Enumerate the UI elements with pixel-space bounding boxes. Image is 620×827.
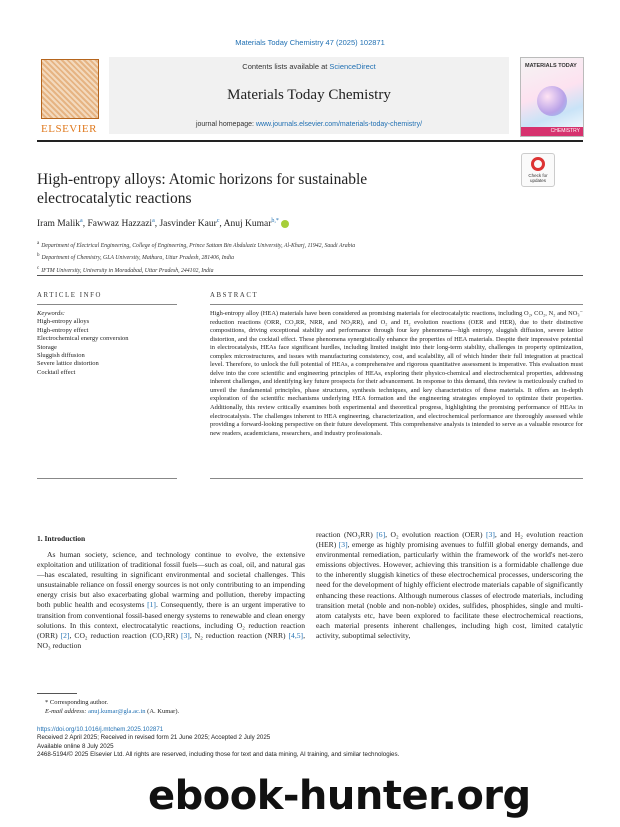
keywords-label: Keywords: (37, 310, 65, 317)
watermark: ebook-hunter.org (148, 773, 531, 819)
keyword-item: Cocktail effect (37, 368, 76, 376)
introduction-right-column (316, 530, 583, 641)
orcid-icon[interactable] (281, 220, 289, 228)
paragraph-text: , N₂ reduction reaction (NRR) (189, 630, 289, 640)
author-affiliation-mark[interactable]: a (80, 218, 83, 224)
check-updates-icon (531, 157, 545, 171)
paragraph-text: , emerge as highly promising avenues to fulfill global energy demands, and environmental remediation, particularly within the framework of the world's net-zero emissions objectives. However, achieving this transition is a formidable challenge due to the inherently sluggish kinetics of these electrochemical processes, underscoring the need for the development of highly efficient electrode materials capable of significantly enhancing these reactions. Although numerous classes of electrode materials, including transition metal (noble and non-noble) oxides, sulfides, phosphides, single and multi-atom catalysts etc, have been explored to facilitate these electrochemical reactions, each material presents inherent challenges, including high cost, limited catalytic activity, suboptimal selectivity, (316, 540, 583, 640)
contents-line (109, 62, 509, 71)
keyword-item: Sluggish diffusion (37, 352, 85, 360)
available-online: Available online 8 July 2025 (37, 742, 114, 750)
email-label: E-mail address: (45, 708, 89, 715)
cover-illustration (537, 86, 567, 116)
paragraph-text: , and H₂ evolution reaction (HER) (316, 530, 583, 550)
paragraph-text: reaction (NO₃RR) (316, 530, 377, 539)
homepage-line (109, 121, 509, 128)
author-affiliation-mark[interactable]: a (152, 218, 155, 224)
check-updates-label: Check for updates (528, 173, 548, 183)
keywords-list (37, 310, 177, 377)
author-name[interactable]: Iram Malik (37, 219, 81, 230)
author-name[interactable]: Jasvinder Kaur (159, 219, 217, 230)
keyword-item: High-entropy alloys (37, 318, 90, 326)
author-list: Iram Malik$^a$, Fawwaz Hazzazi$^a$, Jasvinder Kaur$^c$, Anuj Kumar$^{b,*}$ (37, 218, 583, 229)
cover-footer-label: CHEMISTRY (550, 128, 580, 134)
affiliation-key: c (37, 265, 40, 271)
citation-link[interactable]: [3] (338, 540, 348, 550)
email-suffix: (A. Kumar). (145, 708, 180, 715)
corresponding-author-note: * Corresponding author. (45, 699, 109, 706)
keyword-item: Severe lattice distortion (37, 360, 99, 368)
affiliations-divider (37, 275, 583, 276)
author-name[interactable]: Fawwaz Hazzazi (87, 219, 153, 230)
citation-link[interactable]: [3] (486, 530, 495, 539)
article-info-divider (37, 304, 177, 305)
elsevier-logo[interactable] (37, 57, 101, 135)
doi-link[interactable]: https://doi.org/10.1016/j.mtchem.2025.102871 (37, 726, 164, 733)
footnote (45, 698, 345, 716)
journal-masthead (37, 57, 583, 137)
affiliations (37, 239, 583, 276)
email-link[interactable]: anuj.kumar@gla.ac.in (88, 708, 146, 715)
keyword-item: Storage (37, 343, 57, 351)
article-title: High-entropy alloys: Atomic horizons for sustainable electrocatalytic reactions (37, 171, 368, 207)
journal-banner (109, 57, 509, 134)
citation-link[interactable]: [4,5] (288, 630, 304, 640)
paragraph-text: . Consequently, there is an urgent imperative to transition from conventional fossil-based energy systems to renewable and clean energy solutions. In this context, electrocatalytic reactions, including O₂ reduction reaction (ORR) (37, 600, 305, 640)
received-dates: Received 2 April 2025; Received in revised form 21 June 2025; Accepted 2 July 2025 (37, 734, 271, 742)
abstract-divider (210, 304, 583, 305)
elsevier-tree-icon (41, 59, 99, 119)
homepage-prefix: journal homepage: (195, 121, 256, 128)
affiliation-key: a (37, 241, 40, 246)
affiliation-key: b (37, 253, 40, 259)
affiliation-text: Department of Chemistry, GLA University, Mathura, Uttar Pradesh, 281406, India (41, 255, 234, 262)
check-for-updates-button[interactable] (521, 153, 555, 187)
affiliation-item (37, 251, 583, 263)
contents-prefix: Contents lists available at (242, 62, 330, 71)
keyword-item: Electrochemical energy conversion (37, 335, 129, 343)
sciencedirect-link[interactable]: ScienceDirect (329, 62, 376, 71)
paragraph-text: , NO₃ reduction (37, 630, 305, 650)
introduction-left-column (37, 550, 305, 651)
masthead-divider (37, 140, 583, 142)
cover-title: MATERIALS TODAY (525, 63, 577, 69)
author-affiliation-mark[interactable]: b,* (271, 218, 279, 224)
cover-footer (521, 127, 583, 136)
journal-cover-thumbnail[interactable] (520, 57, 584, 137)
paragraph-text: , CO₂ reduction reaction (CO₂RR) (69, 630, 181, 640)
journal-homepage-link[interactable]: www.journals.elsevier.com/materials-today-chemistry/ (255, 121, 423, 128)
paragraph-text: As human society, science, and technology continue to evolve, the extensive exploitation and utilization of traditional fossil fuels—such as coal, oil, and natural gas—has escalated, resulting in significant environmental and societal challenges. This unsustainable reliance on fossil energy sources is not only contributing to an impending energy crisis but also exacerbating global warming and pollution, thereby impacting both public health and ecosystems (37, 550, 305, 610)
author-affiliation-mark[interactable]: c (216, 218, 220, 224)
affiliation-text: IFTM University, University in Moradabad, Uttar Pradesh, 244102, India (41, 267, 214, 274)
affiliation-item (37, 239, 583, 251)
author-name[interactable]: Anuj Kumar (223, 219, 272, 230)
abstract-text: High-entropy alloy (HEA) materials have been considered as promising materials for electrocatalytic reactions, including O₂, CO₂, N₂ and NO₃⁻ reduction reactions (ORR, CO₂RR, NRR, and NO₃RR), and O₂ and H₂ evolution reactions (OER and HER), due to their distinctive compositions, driving exceptional stability and performance through four key phenomena—high entropy, sluggish diffusion, severe lattice distortion, and the cocktail effect. These phenomena synergistically enhance the properties of HEA materials. Despite their impressive potential in electrocatalysis, HEAs face significant hurdles, including limited insight into their long-term stability, challenges in property optimization, complex microstructures, and issues with manufacturing consistency, cost, and scalability, all of which hinder their full integration at practical level. Therefore, to unlock the full potential of HEAs, a comprehensive and rigorous quantitative assessment is imperative. This evaluation must delve into the core scientific and engineering principles of HEAs, exploring their physico-chemical and electrochemical properties, addressing inherent challenges, and identifying key future prospects for their advancement. In response to this demand, this review is meticulously crafted to unveil the fundamental principles, phase structures, synthesis techniques, and key characteristics of these materials. It offers an in-depth exploration of the scientific mechanisms underlying HEA formation and the engineering strategies employed to optimize their properties. Additionally, this review critically examines both experimental and theoretical progress, highlighting the promising performance of HEAs in electrocatalysis. The challenges inherent to HEA engineering, characterization, and electrochemical performance are thoroughly assessed while providing a forward-looking perspective on their future development. This comprehensive analysis is intended to serve as a valuable resource for new readers, academicians, researchers, and industry professionals. (210, 310, 583, 437)
article-info-heading: ARTICLE INFO (37, 292, 103, 299)
elsevier-wordmark: ELSEVIER (41, 123, 97, 135)
footnote-divider (37, 693, 77, 694)
journal-reference-link[interactable]: Materials Today Chemistry 47 (2025) 102871 (235, 38, 385, 47)
paragraph-text: , O₂ evolution reaction (OER) (385, 530, 487, 539)
section-heading-introduction: 1. Introduction (37, 534, 86, 543)
citation-link[interactable]: [2] (60, 630, 70, 640)
citation-link[interactable]: [1] (147, 600, 156, 610)
citation-link[interactable]: [3] (180, 630, 190, 640)
copyright-notice: 2468-5194/© 2025 Elsevier Ltd. All rights are reserved, including those for text and data mining, AI training, and similar technologies. (37, 751, 400, 759)
affiliation-text: Department of Electrical Engineering, College of Engineering, Prince Sattam Bin Abdulaziz University, Al-Kharj, 11942, Saudi Arabia (41, 242, 356, 249)
email-line (45, 707, 345, 716)
article-info-bottom-divider (37, 478, 177, 479)
journal-title: Materials Today Chemistry (227, 87, 391, 103)
publication-info (37, 726, 583, 760)
citation-link[interactable]: [6] (376, 530, 386, 539)
keyword-item: High-entropy effect (37, 326, 89, 334)
abstract-heading: ABSTRACT (210, 292, 259, 299)
abstract-bottom-divider (210, 478, 583, 479)
